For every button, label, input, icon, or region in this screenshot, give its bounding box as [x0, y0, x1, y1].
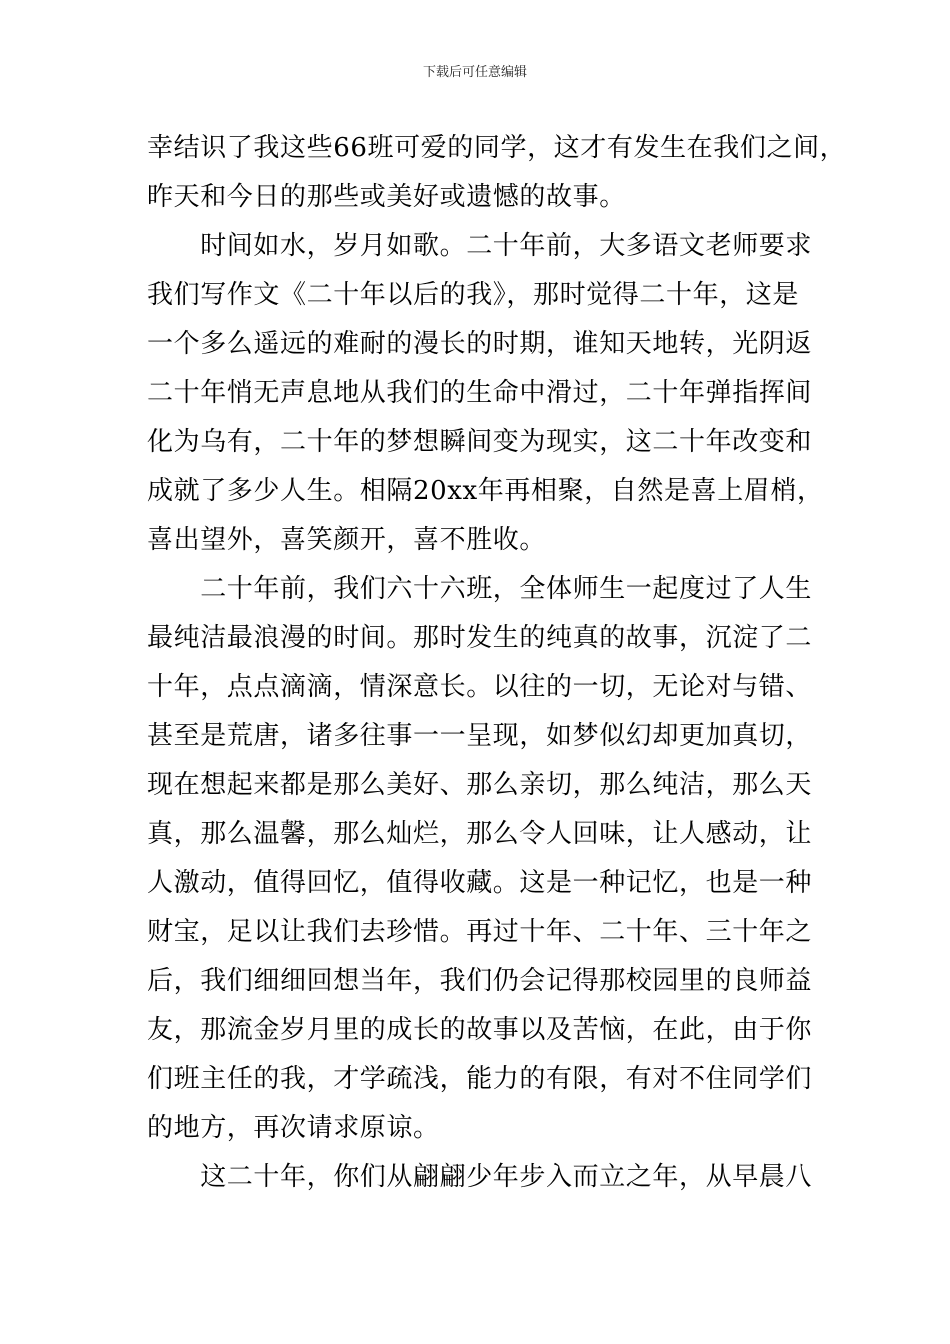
- paragraph-2: [147, 222, 824, 565]
- text-line: 幸结识了我这些66班可爱的同学，这才有发生在我们之间，: [147, 133, 847, 163]
- text-line: 十年，点点滴滴，情深意长。以往的一切，无论对与错、: [147, 672, 813, 702]
- text-line: 二十年前，我们六十六班，全体师生一起度过了人生: [147, 574, 813, 604]
- text-line: 们班主任的我，才学疏浅，能力的有限，有对不住同学们: [147, 1064, 813, 1094]
- text-line: 后，我们细细回想当年，我们仍会记得那校园里的良师益: [147, 966, 813, 996]
- text-line: 友，那流金岁月里的成长的故事以及苦恼，在此，由于你: [147, 1015, 813, 1045]
- paragraph-3: [147, 565, 811, 1153]
- text-line: 真，那么温馨，那么灿烂，那么令人回味，让人感动，让: [147, 819, 813, 849]
- text-line: 二十年悄无声息地从我们的生命中滑过，二十年弹指挥间: [147, 378, 813, 408]
- text-line: 的地方，再次请求原谅。: [147, 1113, 440, 1143]
- paragraph-4: [147, 1153, 811, 1202]
- text-line: 化为乌有，二十年的梦想瞬间变为现实，这二十年改变和: [147, 427, 813, 457]
- text-line: 时间如水，岁月如歌。二十年前，大多语文老师要求: [147, 231, 813, 261]
- text-line: 成就了多少人生。相隔20xx年再相聚，自然是喜上眉梢，: [147, 476, 824, 506]
- text-line: 昨天和今日的那些或美好或遗憾的故事。: [147, 182, 626, 212]
- text-line: 甚至是荒唐，诸多往事一一呈现，如梦似幻却更加真切，: [147, 721, 813, 751]
- paragraph-1: [147, 124, 847, 222]
- text-line: 一个多么遥远的难耐的漫长的时期，谁知天地转，光阴返: [147, 329, 813, 359]
- text-line: 财宝，足以让我们去珍惜。再过十年、二十年、三十年之: [147, 917, 813, 947]
- text-line: 人激动，值得回忆，值得收藏。这是一种记忆，也是一种: [147, 868, 813, 898]
- text-line: 我们写作文《二十年以后的我》，那时觉得二十年，这是: [147, 280, 800, 310]
- text-line: 现在想起来都是那么美好、那么亲切，那么纯洁，那么天: [147, 770, 813, 800]
- text-line: 喜出望外，喜笑颜开，喜不胜收。: [147, 525, 547, 555]
- text-line: 这二十年，你们从翩翩少年步入而立之年，从早晨八: [147, 1162, 813, 1192]
- document-body: [147, 124, 847, 1202]
- text-line: 最纯洁最浪漫的时间。那时发生的纯真的故事，沉淀了二: [147, 623, 813, 653]
- page-header: 下载后可任意编辑: [422, 65, 527, 80]
